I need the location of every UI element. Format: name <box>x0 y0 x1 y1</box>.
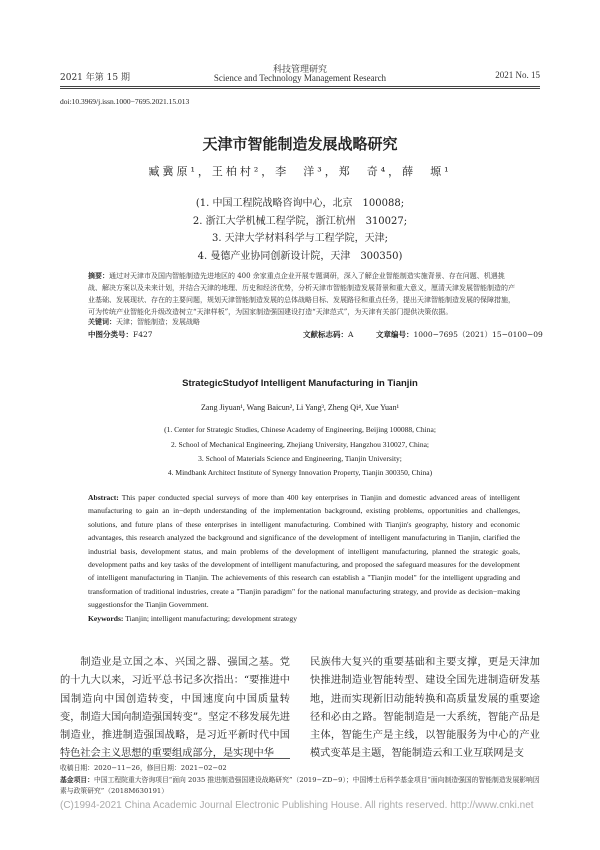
clc-label: 中图分类号： <box>88 330 133 339</box>
english-keywords-text: Tianjin; intelligent manufacturing; development strategy <box>125 613 298 623</box>
header-journal-cn: 科技管理研究 <box>272 65 327 75</box>
english-affiliation: 4. Mindbank Architect Institute of Synergy Innovation Property, Tianjin 300350, China) <box>167 468 433 477</box>
doi: doi:10.3969/j.issn.1000−7695.2021.15.013 <box>60 97 190 106</box>
paper-title: 天津市智能制造发展战略研究 <box>202 135 398 153</box>
clc-value: F427 <box>133 330 153 339</box>
footnote-rule <box>60 758 290 759</box>
footnote-received: 收稿日期：2020−11−26，修回日期：2021−02−02 <box>60 764 227 772</box>
header-rule <box>60 86 540 87</box>
abstract-cn <box>88 270 518 318</box>
header-issue-left: 2021 年第 15 期 <box>60 73 130 83</box>
english-keywords-label: Keywords: <box>88 613 124 623</box>
article-number <box>376 329 543 340</box>
header-journal-en: Science and Technology Management Research <box>213 73 387 83</box>
header-rule-thin <box>60 88 540 89</box>
doc-code-label: 文献标志码： <box>303 330 348 339</box>
footnote-fund <box>60 775 540 797</box>
english-abstract <box>88 491 520 625</box>
affiliation-cn: 2. 浙江大学机械工程学院，浙江杭州 310027; <box>192 216 408 227</box>
english-affiliation: (1. Center for Strategic Studies, Chinese Academy of Engineering, Beijing 100088, China; <box>164 425 436 434</box>
english-abstract-text: This paper conducted special surveys of more than 400 key enterprises in Tianjin and domestic advanced areas of intelligent manufacturing to gain an in−depth understanding of the implementation background, existing problems, opportunities and challenges, solutions, and future plans of these enterprises in intelligent manufacturing. Combined with Tianjin's geography, history and economic advantages, this research analyzed the background and significance of the development of intelligent manufacturing in Tianjin, clarified the industrial basis, development status, and main problems of the development of intelligent manufacturing, planned the strategic goals, development paths and key tasks of the development of intelligent manufacturing, and proposed the safeguard measures for the development of intelligent manufacturing in Tianjin. The achievements of this research can establish a "Tianjin model" for the intelligent upgrading and transformation of traditional industries, create a "Tianjin paradigm" for the national manufacturing strategy, and provide as decision−making suggestionsfor the Tianjin Government. <box>88 493 520 610</box>
affiliation-cn: 4. 曼德产业协同创新设计院，天津 300350) <box>197 251 403 262</box>
keywords-cn-label: 关键词： <box>88 317 116 326</box>
clc-number <box>88 329 153 340</box>
english-affiliation: 3. School of Materials Science and Engineering, Tianjin University; <box>198 454 402 463</box>
footnote-fund-label: 基金项目： <box>60 776 94 784</box>
english-affiliation: 2. School of Mechanical Engineering, Zhejiang University, Hangzhou 310027, China; <box>171 440 429 449</box>
keywords-cn-text: 天津；智能制造；发展战略 <box>116 318 200 326</box>
copyright-watermark: (C)1994-2021 China Academic Journal Electronic Publishing House. All rights reserved. http://www.cnki.net <box>60 800 534 811</box>
affiliation-cn: (1. 中国工程院战略咨询中心，北京 100088; <box>195 198 405 209</box>
body-column-right: 民族伟大复兴的重要基础和主要支撑，更是天津加快推进制造业智能转型、建设全国先进制造研发基地，进而实现新旧动能转换和高质量发展的重要途径和必由之路。智能制造是一大系统，智能产品是主体，智能生产是主线，以智能服务为中心的产业模式变革是主题，智能制造云和工业互联网是支 <box>310 657 540 760</box>
english-abstract-label: Abstract: <box>88 493 119 502</box>
doc-code <box>303 329 353 340</box>
english-title: StrategicStudyof Intelligent Manufacturing in Tianjin <box>182 378 418 389</box>
english-authors: Zang Jiyuan¹, Wang Baicun², Li Yang³, Zheng Qi⁴, Xue Yuan¹ <box>201 403 399 412</box>
keywords-cn <box>88 316 518 328</box>
author-list: 臧冀原¹，王柏村²，李 洋³，郑 奇⁴，薛 塬¹ <box>148 165 452 178</box>
affiliation-cn: 3. 天津大学材料科学与工程学院，天津; <box>211 233 389 244</box>
article-number-label: 文章编号： <box>376 330 414 339</box>
header-issue-right: 2021 No. 15 <box>495 70 540 80</box>
article-number-value: 1000−7695（2021）15−0100−09 <box>413 330 543 339</box>
abstract-cn-label: 摘要： <box>88 271 109 280</box>
footnote-fund-text: 中国工程院重大咨询项目“面向 2035 推进制造强国建设战略研究”（2019−ZD−9）；中国博士后科学基金项目“面向制造强国的智能制造发展影响因素与政策研究”（2018M630191） <box>60 776 540 795</box>
body-column-left: 制造业是立国之本、兴国之器、强国之基。党的十九大以来，习近平总书记多次指出：“要推进中国制造向中国创造转变，中国速度向中国质量转变，制造大国向制造强国转变”。坚定不移发展先进制造业，推进制造强国战略，是习近平新时代中国特色社会主义思想的重要组成部分，是实现中华 <box>60 657 290 760</box>
doc-code-value: A <box>348 330 354 339</box>
abstract-cn-text: 通过对天津市及国内智能制造先进地区的 400 余家重点企业开展专题调研，深入了解企业智能制造实施背景、存在问题、机遇挑战、解决方案以及未来计划，并结合天津的地理、历史和经济优势，分析天津市智能制造发展背景和重大意义，厘清天津发展智能制造的产业基础、发展现状、存在的主要问题，规划天津智能制造发展的总体战略目标、发展路径和重点任务，提出天津智能制造发展的保障措施，可为传统产业智能化升级改造树立“天津样板”，为国家制造强国建设打造“天津范式”，为天津有关部门提供决策依据。 <box>88 272 515 316</box>
